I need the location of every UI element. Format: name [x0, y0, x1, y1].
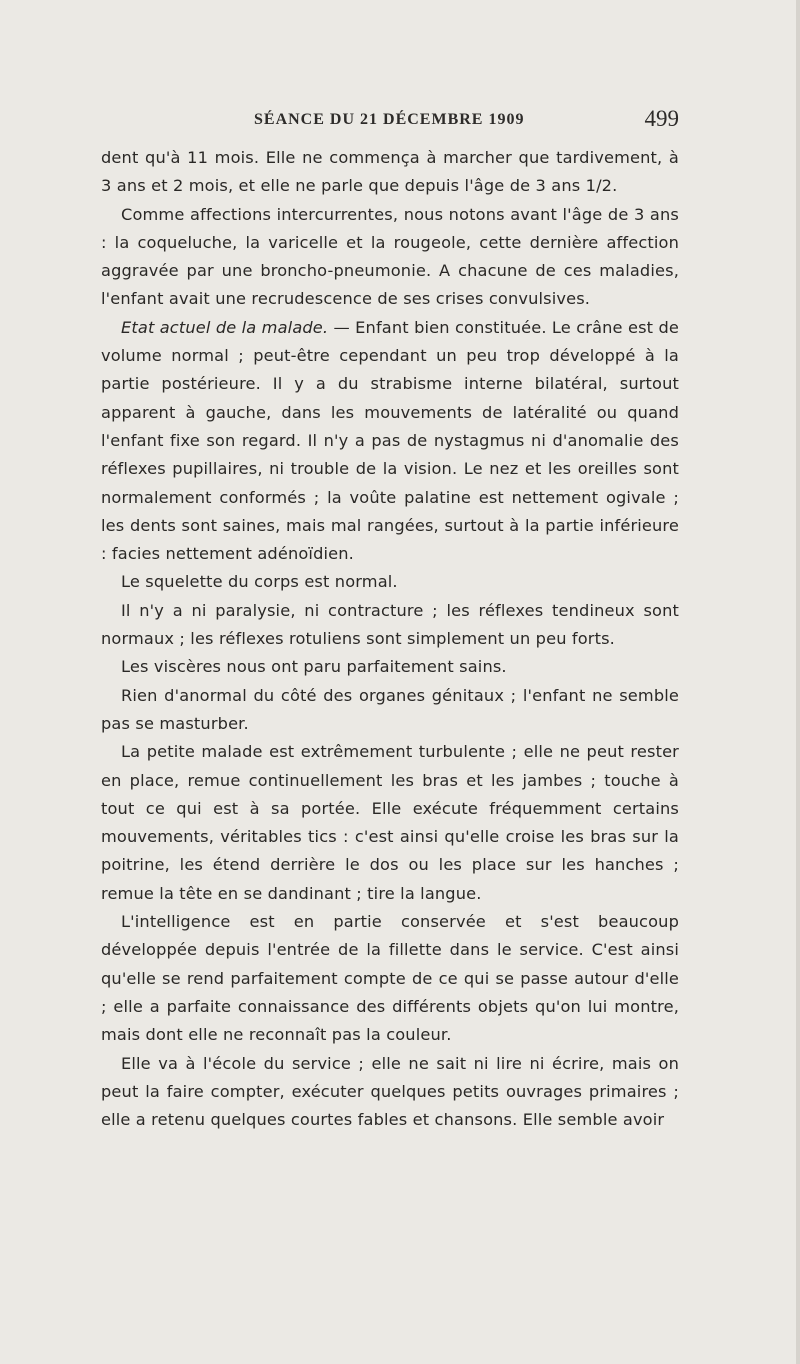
paragraph	[101, 201, 679, 314]
paragraph-text: Elle va à l'école du service ; elle ne sait ni lire ni écrire, mais on peut la faire compter, exécuter quelques petits ouvrages primaires ; elle a retenu quelques courtes fables et chansons. Elle semble avoir	[101, 1053, 679, 1130]
paragraph-text: Rien d'anormal du côté des organes génitaux ; l'enfant ne semble pas se masturber.	[101, 685, 679, 733]
paragraph	[101, 908, 679, 1049]
paragraph	[101, 682, 679, 739]
running-header	[101, 106, 679, 136]
section-heading: Etat actuel de la malade.	[121, 317, 329, 337]
paragraph	[101, 738, 679, 908]
page-number: 499	[644, 106, 679, 131]
paragraph-text: Les viscères nous ont paru parfaitement sains.	[121, 657, 507, 677]
paragraph	[101, 597, 679, 654]
paragraph-text: Il n'y a ni paralysie, ni contracture ; les réflexes tendineux sont normaux ; les réflexes rotuliens sont simplement un peu forts.	[101, 600, 679, 649]
paragraph	[101, 568, 679, 596]
paragraph	[101, 314, 679, 569]
paragraph-text: L'intelligence est en partie conservée et s'est beaucoup développée depuis l'entrée de la fillette dans le service. C'est ainsi qu'elle se rend parfaitement compte de ce qui se passe autour d'elle ; elle a parfaite connaissance des différents objets qu'on lui montre, mais dont elle ne reconnaît pas la couleur.	[101, 912, 679, 1045]
paragraph	[101, 653, 679, 681]
paragraph	[101, 1050, 679, 1135]
paragraph-text: La petite malade est extrêmement turbulente ; elle ne peut rester en place, remue continuellement les bras et les jambes ; touche à tout ce qui est à sa portée. Elle exécute fréquemment certains mouvements, véritables tics : c'est ainsi qu'elle croise les bras sur la poitrine, les étend derrière le dos ou les place sur les hanches ; remue la tête en se dandinant ; tire la langue.	[101, 742, 679, 903]
paragraph-text: Comme affections intercurrentes, nous notons avant l'âge de 3 ans : la coqueluche, la varicelle et la rougeole, cette dernière affection aggravée par une broncho-pneumonie. A chacune de ces maladies, l'enfant avait une recrudescence de ses crises convulsives.	[101, 204, 679, 309]
paragraph-text: dent qu'à 11 mois. Elle ne commença à marcher que tardivement, à 3 ans et 2 mois, et elle ne parle que depuis l'âge de 3 ans 1/2.	[101, 148, 679, 196]
paragraph	[101, 144, 679, 201]
page-edge	[796, 0, 800, 1364]
running-title: SÉANCE DU 21 DÉCEMBRE 1909	[254, 111, 525, 128]
paragraph-text: — Enfant bien constituée. Le crâne est de volume normal ; peut-être cependant un peu trop développé à la partie postérieure. Il y a du strabisme interne bilatéral, surtout apparent à gauche, dans les mouvements de latéralité ou quand l'enfant fixe son regard. Il n'y a pas de nystagmus ni d'anomalie des réflexes pupillaires, ni trouble de la vision. Le nez et les oreilles sont normalement conformés ; la voûte palatine est nettement ogivale ; les dents sont saines, mais mal rangées, surtout à la partie inférieure : facies nettement adénoïdien.	[101, 317, 679, 564]
body-text	[101, 144, 679, 1134]
paragraph-text: Le squelette du corps est normal.	[121, 572, 398, 592]
